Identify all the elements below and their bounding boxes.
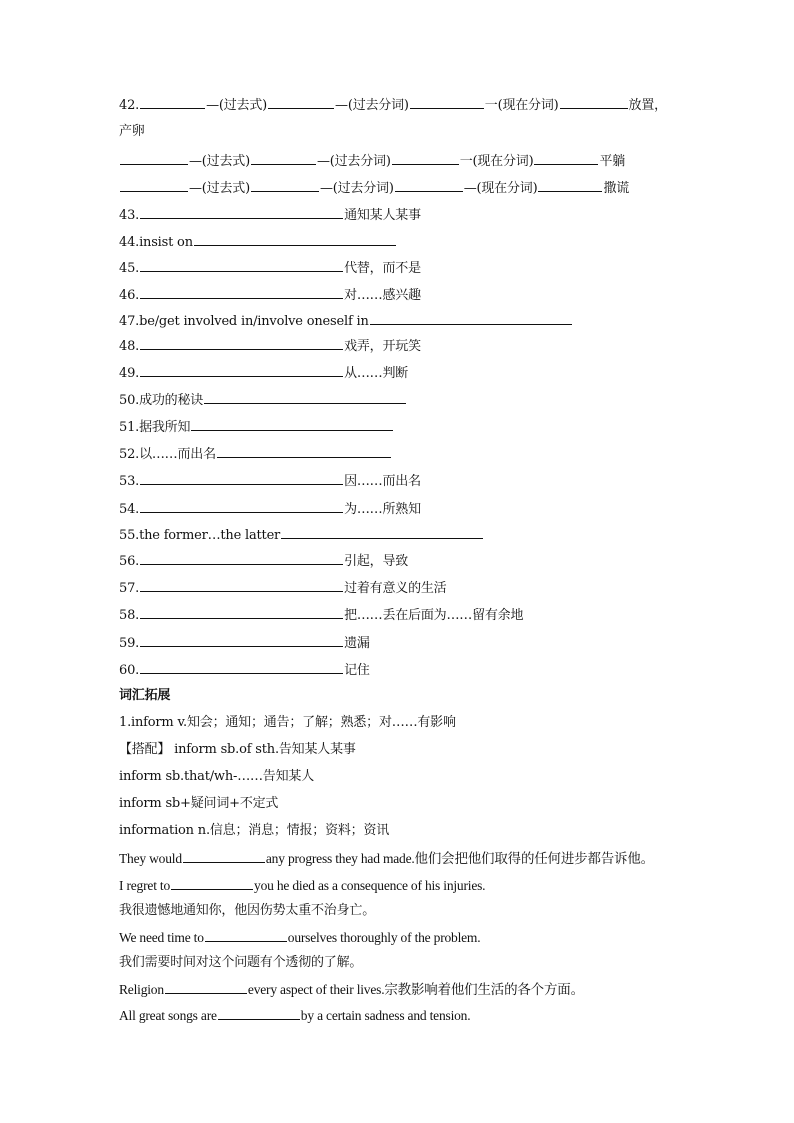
fill-in-blank[interactable]	[191, 416, 393, 431]
line-text: 过着有意义的生活	[344, 581, 447, 596]
fill-in-blank[interactable]	[140, 362, 343, 377]
line-text: 通知某人某事	[344, 208, 421, 223]
fill-in-blank[interactable]	[140, 659, 343, 674]
exercise-line	[119, 875, 485, 896]
line-text: I regret to	[119, 878, 171, 893]
line-text: every aspect of their lives.宗教影响着他们生活的各个方面。	[247, 982, 584, 997]
line-text: 引起，导致	[344, 554, 409, 569]
line-text: 记住	[344, 663, 370, 678]
exercise-line	[119, 979, 584, 1000]
fill-in-blank[interactable]	[165, 979, 247, 994]
line-text: 一(现在分词)	[484, 98, 559, 113]
line-text: 52.以……而出名	[119, 447, 216, 462]
exercise-line	[119, 767, 314, 787]
exercise-line	[119, 257, 421, 279]
fill-in-blank[interactable]	[120, 177, 188, 192]
line-text: 59.	[119, 636, 140, 651]
exercise-line	[119, 901, 375, 921]
section-heading	[119, 686, 170, 706]
fill-in-blank[interactable]	[268, 94, 334, 109]
exercise-line	[119, 498, 421, 520]
fill-in-blank[interactable]	[140, 632, 343, 647]
fill-in-blank[interactable]	[140, 284, 343, 299]
line-text: 42.	[119, 98, 140, 113]
fill-in-blank[interactable]	[560, 94, 628, 109]
line-text: ourselves thoroughly of the problem.	[287, 930, 481, 945]
line-text: 60.	[119, 663, 140, 678]
line-text: 我很遗憾地通知你，他因伤势太重不治身亡。	[119, 903, 376, 918]
line-text: —(过去式)	[189, 154, 250, 169]
fill-in-blank[interactable]	[395, 177, 463, 192]
line-text: 产卵	[119, 124, 145, 139]
fill-in-blank[interactable]	[140, 577, 343, 592]
line-text: 58.	[119, 608, 140, 623]
fill-in-blank[interactable]	[218, 1005, 300, 1020]
line-text: 我们需要时间对这个问题有个透彻的了解。	[119, 955, 363, 970]
fill-in-blank[interactable]	[194, 231, 396, 246]
line-text: 48.	[119, 339, 140, 354]
line-text: 49.	[119, 366, 140, 381]
line-text: by a certain sadness and tension.	[300, 1008, 471, 1023]
line-text: 遗漏	[344, 636, 370, 651]
line-text: 47.be/get involved in/involve oneself in	[119, 314, 369, 329]
fill-in-blank[interactable]	[534, 150, 598, 165]
line-text: All great songs are	[119, 1008, 217, 1023]
line-text: 戏弄，开玩笑	[344, 339, 421, 354]
line-text: —(过去分词)	[319, 181, 394, 196]
line-text: —(过去分词)	[335, 98, 409, 113]
exercise-line	[119, 416, 394, 438]
exercise-line	[119, 659, 370, 681]
fill-in-blank[interactable]	[140, 335, 343, 350]
exercise-line	[119, 204, 421, 226]
line-text: 1.inform v.知会；通知；通告；了解；熟悉；对……有影响	[119, 715, 456, 730]
fill-in-blank[interactable]	[370, 310, 572, 325]
fill-in-blank[interactable]	[140, 470, 343, 485]
fill-in-blank[interactable]	[410, 94, 484, 109]
exercise-line	[119, 177, 629, 199]
exercise-line	[119, 953, 362, 973]
fill-in-blank[interactable]	[281, 524, 483, 539]
line-text: 43.	[119, 208, 140, 223]
exercise-line	[119, 794, 278, 814]
line-text: any progress they had made.他们会把他们取得的任何进步都告诉他。	[265, 851, 654, 866]
exercise-line	[119, 550, 408, 572]
line-text: 从……判断	[344, 366, 409, 381]
fill-in-blank[interactable]	[251, 150, 316, 165]
exercise-line	[119, 470, 421, 492]
line-text: 54.	[119, 502, 140, 517]
exercise-line	[119, 362, 408, 384]
fill-in-blank[interactable]	[140, 604, 343, 619]
exercise-line	[119, 94, 667, 116]
exercise-line	[119, 524, 484, 546]
fill-in-blank[interactable]	[204, 389, 406, 404]
line-text: —(现在分词)	[463, 181, 538, 196]
line-text: —(过去式)	[189, 181, 250, 196]
exercise-line	[119, 1005, 470, 1026]
fill-in-blank[interactable]	[205, 927, 287, 942]
exercise-line	[119, 577, 446, 599]
fill-in-blank[interactable]	[251, 177, 319, 192]
line-text: Religion	[119, 982, 164, 997]
fill-in-blank[interactable]	[217, 443, 391, 458]
fill-in-blank[interactable]	[140, 204, 343, 219]
line-text: 57.	[119, 581, 140, 596]
exercise-line	[119, 284, 421, 306]
line-text: 51.据我所知	[119, 420, 191, 435]
exercise-line	[119, 848, 654, 869]
line-text: 平躺	[599, 154, 626, 169]
fill-in-blank[interactable]	[392, 150, 459, 165]
exercise-line	[119, 604, 523, 626]
line-text: 一(现在分词)	[459, 154, 534, 169]
line-text: 【搭配】 inform sb.of sth.告知某人某事	[119, 742, 356, 757]
fill-in-blank[interactable]	[140, 550, 343, 565]
line-text: 因……而出名	[344, 474, 421, 489]
fill-in-blank[interactable]	[183, 848, 265, 863]
line-text: 55.the former…the latter	[119, 528, 281, 543]
line-text: 把……丢在后面为……留有余地	[344, 608, 524, 623]
line-text: 50.成功的秘诀	[119, 393, 204, 408]
fill-in-blank[interactable]	[140, 498, 343, 513]
line-text: you he died as a consequence of his injuries.	[254, 878, 486, 893]
exercise-line	[119, 310, 573, 332]
line-text: 44.insist on	[119, 235, 193, 250]
exercise-line	[119, 150, 625, 172]
line-text: 词汇拓展	[119, 688, 171, 703]
exercise-line	[119, 335, 421, 357]
line-text: —(过去分词)	[316, 154, 391, 169]
line-text: 56.	[119, 554, 140, 569]
line-text: We need time to	[119, 930, 204, 945]
line-text: They would	[119, 851, 182, 866]
line-text: 53.	[119, 474, 140, 489]
line-text: —(过去式)	[206, 98, 268, 113]
line-text: 撒谎	[603, 181, 630, 196]
line-text: 对……感兴趣	[344, 288, 421, 303]
exercise-line	[119, 231, 397, 253]
fill-in-blank[interactable]	[120, 150, 188, 165]
exercise-line	[119, 713, 456, 733]
fill-in-blank[interactable]	[171, 875, 253, 890]
exercise-line	[119, 821, 389, 841]
exercise-line	[119, 122, 145, 142]
fill-in-blank[interactable]	[538, 177, 602, 192]
exercise-line	[119, 389, 407, 411]
line-text: inform sb+疑问词+不定式	[119, 796, 279, 811]
line-text: 45.	[119, 261, 140, 276]
fill-in-blank[interactable]	[140, 257, 343, 272]
line-text: information n.信息；消息；情报；资料；资讯	[119, 823, 390, 838]
line-text: 代替，而不是	[344, 261, 421, 276]
exercise-line	[119, 927, 480, 948]
exercise-line	[119, 740, 356, 760]
line-text: inform sb.that/wh-……告知某人	[119, 769, 315, 784]
line-text: 放置，	[628, 98, 667, 113]
exercise-line	[119, 443, 392, 465]
fill-in-blank[interactable]	[140, 94, 205, 109]
line-text: 46.	[119, 288, 140, 303]
line-text: 为……所熟知	[344, 502, 421, 517]
exercise-line	[119, 632, 370, 654]
